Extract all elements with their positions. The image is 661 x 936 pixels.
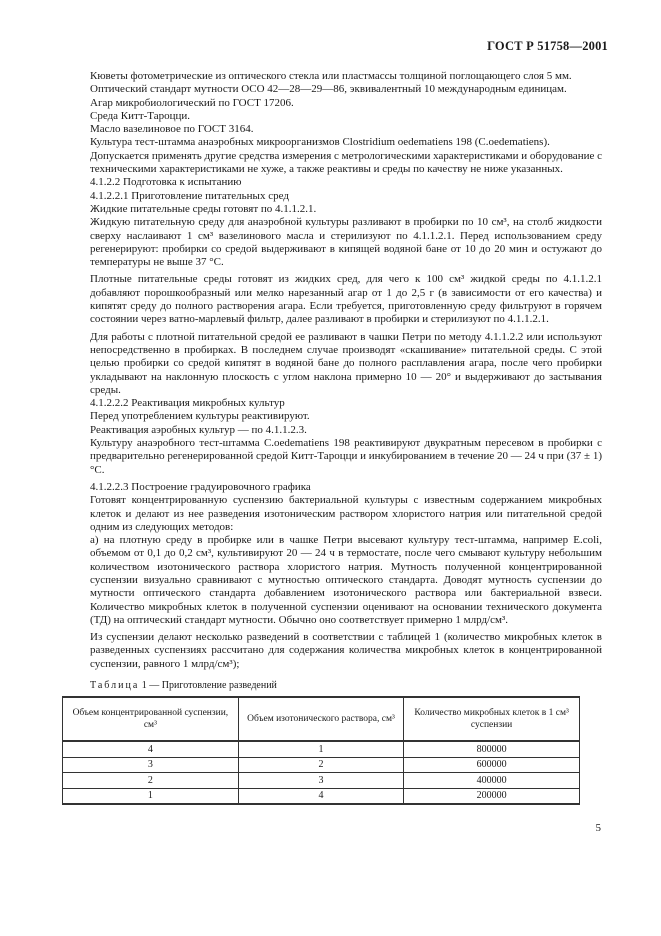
- column-header: Объем изотонического раствора, см³: [238, 697, 403, 741]
- table-row: [63, 788, 580, 804]
- document-body: [72, 70, 602, 805]
- paragraph: Реактивация аэробных культур — по 4.1.1.2.3.: [90, 423, 307, 436]
- table-caption-label: Таблица: [90, 680, 140, 692]
- paragraph: Культуру анаэробного тест-штамма C.oedematiens 198 реактивируют двукратным пересевом в пробирки с предварительно регенерированной средой Китт-Тароцци и инкубированием в течение 20 — 24 ч при (37 ± 1) °С.: [90, 437, 602, 476]
- paragraph: Культура тест-штамма анаэробных микроорганизмов Clostridium oedematiens 198 (C.oedematiens).: [90, 136, 550, 149]
- table-cell: 1: [238, 741, 403, 757]
- dilution-table: [62, 696, 580, 805]
- paragraph: Жидкую питательную среду для анаэробной культуры разливают в пробирки по 10 см³, на столб жидкости сверху наслаивают 1 см³ вазелинового масла и стерилизуют по 4.1.1.2.1. Перед использованием среду регенерируют: пробирки со средой выдерживают в кипящей водяной бане от 10 до 20 мин и остужают до температуры не выше 37 °С.: [90, 216, 602, 269]
- paragraph: Для работы с плотной питательной средой ее разливают в чашки Петри по методу 4.1.1.2.2 или используют непосредственно в пробирках. В последнем случае производят «скашивание» питательной среды. С этой целью пробирки со средой кипятят в водяной бане до полного расплавления агара, после чего пробирки укладывают на наклонную плоскость с углом наклона примерно 10 — 20° и выдерживают до застывания среды.: [90, 330, 602, 396]
- paragraph: Оптический стандарт мутности ОСО 42—28—29—86, эквивалентный 10 международным единицам.: [90, 83, 567, 96]
- table-cell: 400000: [404, 773, 580, 789]
- table-caption: [90, 679, 602, 692]
- paragraph: Перед употреблением культуры реактивируют.: [90, 410, 310, 423]
- paragraph: Масло вазелиновое по ГОСТ 3164.: [90, 123, 254, 136]
- table-cell: 4: [63, 741, 239, 757]
- section-heading: 4.1.2.2.2 Реактивация микробных культур: [90, 397, 285, 410]
- table-row: [63, 757, 580, 773]
- table-row: [63, 773, 580, 789]
- paragraph: Плотные питательные среды готовят из жидких сред, для чего к 100 см³ жидкой среды по 4.1.1.2.1 добавляют порошкообразный или мелко нарезанный агар от 1 до 2,5 г (в зависимости от его качества) и кипятят среду до полного растворения агара. Если требуется, приготовленную среду фильтруют в горячем состоянии через ватно-марлевый фильтр, далее разливают в пробирки и стерилизуют по 4.1.1.2.1.: [90, 273, 602, 326]
- table-header-row: [63, 697, 580, 741]
- table-caption-text: 1 — Приготовление разведений: [141, 680, 277, 692]
- table-cell: 3: [238, 773, 403, 789]
- paragraph: Из суспензии делают несколько разведений в соответствии с таблицей 1 (количество микробных клеток в разведенных суспензиях рассчитано для содержания количества микробных клеток в концентрированной суспензии, равного 1 млрд/см³);: [90, 631, 602, 670]
- table-row: [63, 741, 580, 757]
- table-cell: 200000: [404, 788, 580, 804]
- paragraph: а) на плотную среду в пробирке или в чашке Петри высевают культуру тест-штамма, например E.coli, объемом от 0,1 до 0,2 см³, культивируют 20 — 24 ч в термостате, после чего смывают культуру небольшим количеством изотонического раствора хлористого натрия. Мутность полученной концентрированной суспензии визуально сравнивают с мутностью оптического стандарта. Доводят мутность суспензии до мутности оптического стандарта добавлением изотонического раствора или бактериальной взвеси. Количество микробных клеток в полученной суспензии оценивают на основании технического документа (ТД) на оптический стандарт мутности. Обычно оно соответствует примерно 1 млрд/см³.: [90, 534, 602, 626]
- table-cell: 800000: [404, 741, 580, 757]
- table-cell: 4: [238, 788, 403, 804]
- paragraph: Агар микробиологический по ГОСТ 17206.: [90, 96, 294, 109]
- paragraph: Допускается применять другие средства измерения с метрологическими характеристиками и оборудование с техническими характеристиками не хуже, а также реактивы и среды по качеству не ниже указанных.: [90, 149, 602, 176]
- table-cell: 600000: [404, 757, 580, 773]
- paragraph: Кюветы фотометрические из оптического стекла или пластмассы толщиной поглощающего слоя 5 мм.: [90, 70, 572, 82]
- table-cell: 2: [238, 757, 403, 773]
- table-cell: 3: [63, 757, 239, 773]
- section-heading: 4.1.2.2.3 Построение градуировочного графика: [90, 480, 311, 493]
- table-cell: 1: [63, 788, 239, 804]
- paragraph: Среда Китт-Тароцци.: [90, 109, 191, 122]
- page-number: 5: [595, 822, 601, 834]
- column-header: Объем концентрированной суспензии, см³: [63, 697, 239, 741]
- paragraph: Жидкие питательные среды готовят по 4.1.1.2.1.: [90, 202, 317, 215]
- column-header: Количество микробных клеток в 1 см³ суспензии: [404, 697, 580, 741]
- paragraph: Готовят концентрированную суспензию бактериальной культуры с известным содержанием микробных клеток и делают из нее разведения изотоническим раствором хлористого натрия или питательной средой одним из следующих методов:: [90, 494, 602, 533]
- document-header: ГОСТ Р 51758—2001: [487, 39, 608, 53]
- section-heading: 4.1.2.2.1 Приготовление питательных сред: [90, 189, 289, 202]
- table-cell: 2: [63, 773, 239, 789]
- section-heading: 4.1.2.2 Подготовка к испытанию: [90, 176, 242, 189]
